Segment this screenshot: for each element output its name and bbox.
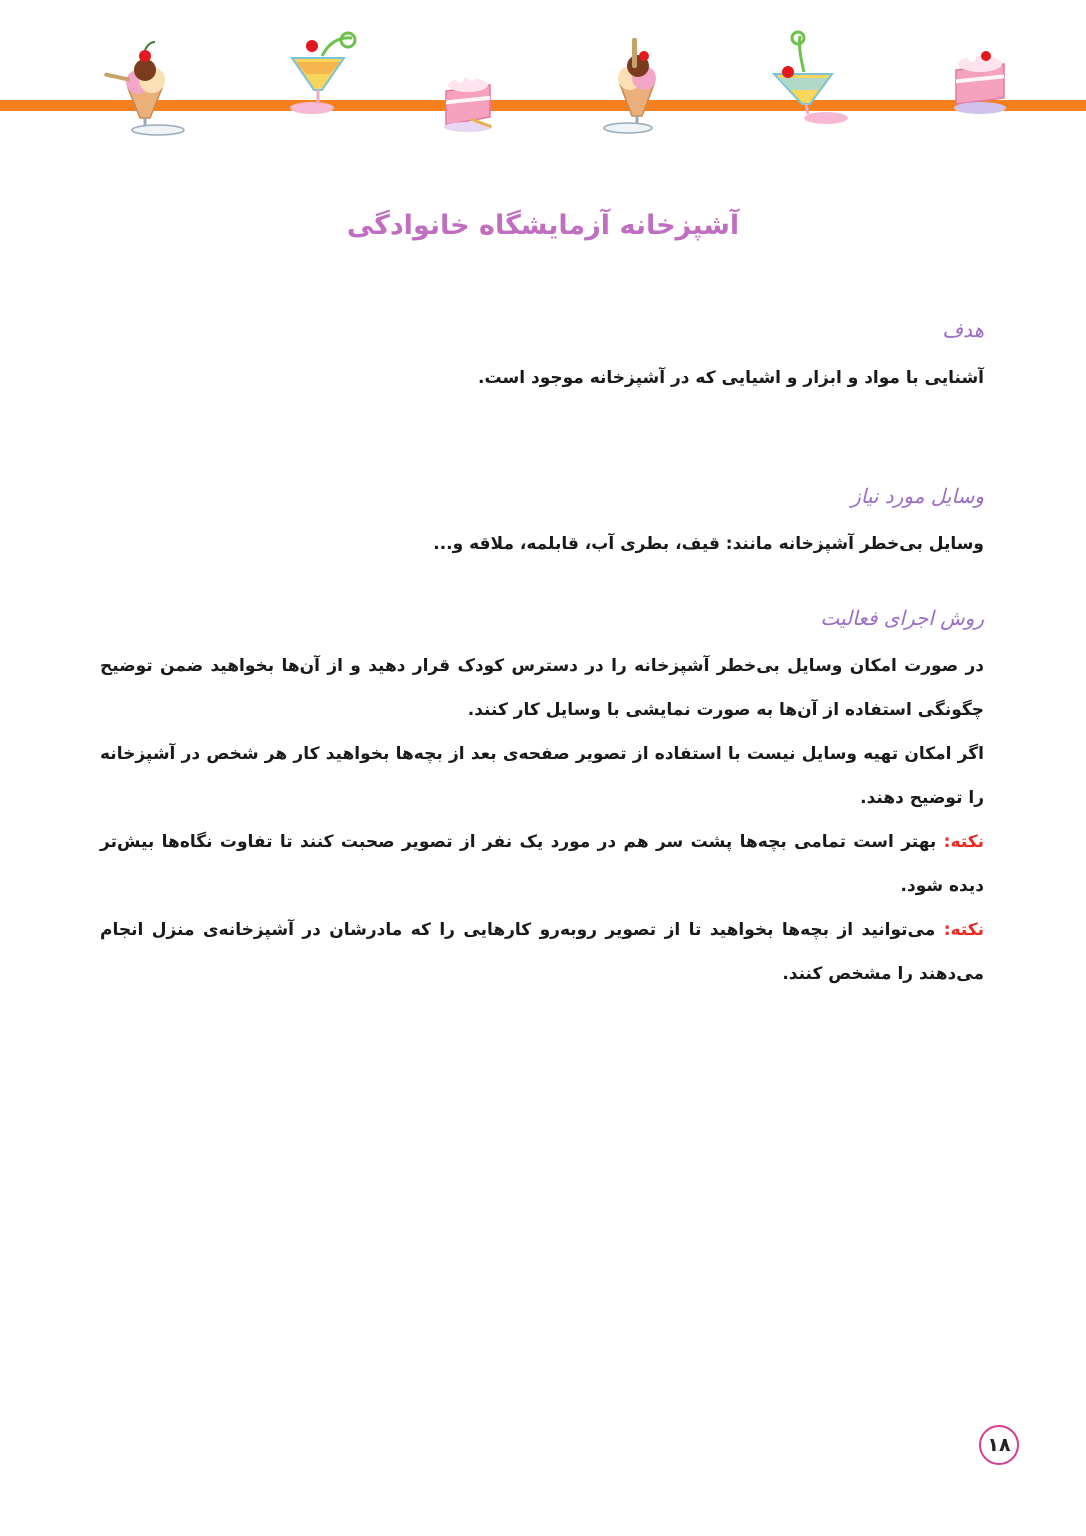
content-body <box>100 318 984 996</box>
note-paragraph <box>100 820 984 908</box>
section-goal <box>100 318 984 400</box>
cake-slice-icon <box>440 65 496 135</box>
note-text: بهتر است تمامی بچه‌ها پشت سر هم در مورد یک نفر از تصویر صحبت کنند تا تفاوت نگاه‌ها بیش‌تر دیده شود. <box>100 832 984 896</box>
page-number: ۱۸ <box>979 1425 1019 1465</box>
section-paragraph: آشنایی با مواد و ابزار و اشیایی که در آشپزخانه موجود است. <box>478 368 984 388</box>
section-materials <box>100 484 984 566</box>
section-procedure <box>100 606 984 996</box>
section-paragraph: در صورت امکان وسایل بی‌خطر آشپزخانه را در دسترس کودک قرار دهید و از آن‌ها بخواهید ضمن توضیح چگونگی استفاده از آن‌ها به صورت نمایشی با وسایل کار کنند. <box>100 656 984 720</box>
note-label: نکته: <box>943 832 984 852</box>
page-title: آشپزخانه آزمایشگاه خانوادگی <box>346 210 740 241</box>
note-text: می‌توانید از بچه‌ها بخواهید تا از تصویر روبه‌رو کارهایی را که مادرشان در آشپزخانه‌ی منزل انجام می‌دهند را مشخص کنند. <box>100 920 984 984</box>
ice-cream-sundae-icon <box>100 40 190 140</box>
section-heading: هدف <box>942 318 984 342</box>
ice-cream-sundae-icon <box>598 36 682 136</box>
note-paragraph <box>100 908 984 996</box>
note-label: نکته: <box>943 920 985 940</box>
section-paragraph: وسایل بی‌خطر آشپزخانه مانند: قیف، بطری آب، قابلمه، ملاقه و... <box>433 534 984 554</box>
cake-slice-icon <box>950 46 1010 120</box>
section-heading: وسایل مورد نیاز <box>851 484 984 508</box>
section-heading: روش اجرای فعالیت <box>820 606 984 630</box>
cocktail-glass-icon <box>768 28 858 128</box>
cocktail-glass-icon <box>282 28 368 118</box>
section-paragraph: اگر امکان تهیه وسایل نیست با استفاده از تصویر صفحه‌ی بعد از بچه‌ها بخواهید کار هر شخص در آشپزخانه را توضیح دهند. <box>100 744 984 808</box>
